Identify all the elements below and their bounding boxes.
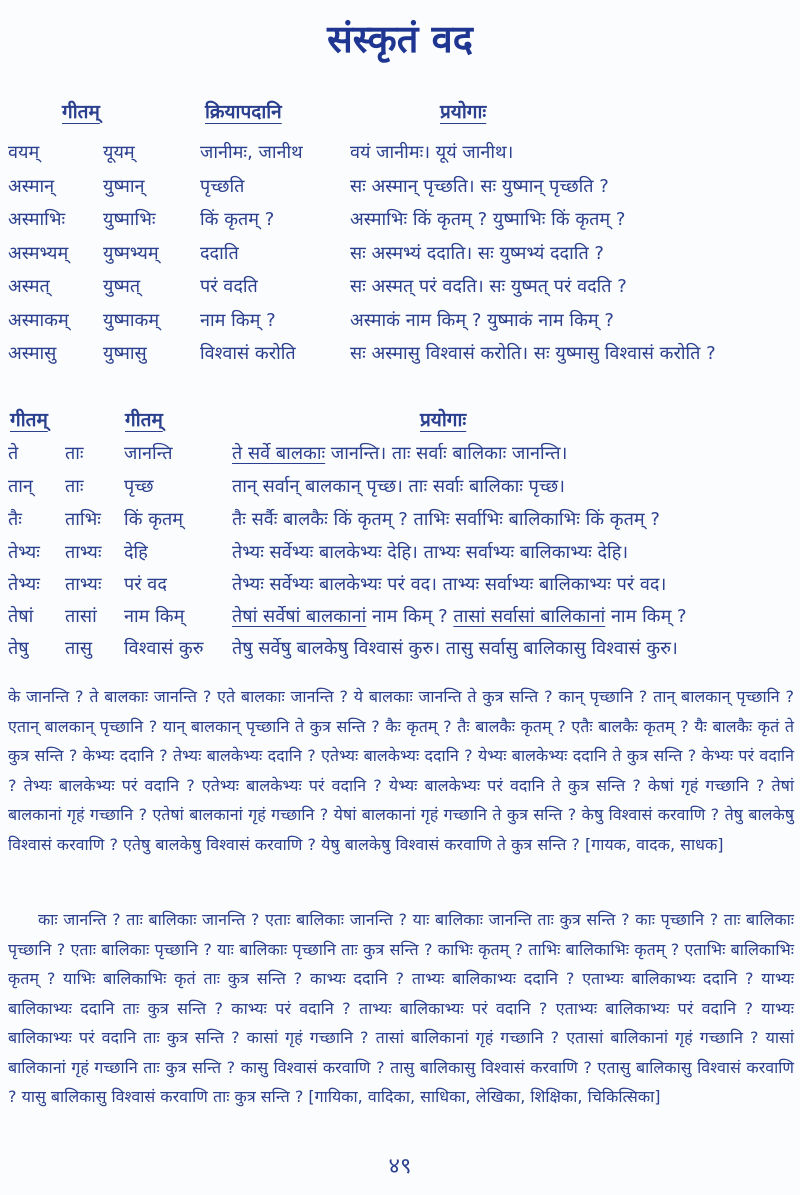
table1-header-kriyapadani: क्रियापदानि bbox=[205, 101, 282, 123]
page-number: ४९ bbox=[388, 1154, 412, 1179]
table1-row bbox=[0, 341, 800, 371]
table2-cell-masc: तेभ्यः bbox=[8, 574, 40, 595]
table2-cell-fem: तासां bbox=[65, 606, 97, 627]
practice-paragraph-feminine: काः जानन्ति ? ताः बालिकाः जानन्ति ? एताः बालिकाः जानन्ति ? याः बालिकाः जानन्ति ताः कुत्र सन्ति ? काः पृच्छानि ? ताः बालिकाः पृच्छानि ? एताः बालिकाः पृच्छानि ? याः बालिकाः पृच्छानि ताः कुत्र सन्ति ? काभिः कृतम् ? ताभिः बालिकाभिः कृतम् ? एताभिः बालिकाभिः कृतम् ? याभिः बालिकाभिः कृतं ताः कुत्र सन्ति ? काभ्यः ददानि ? ताभ्यः बालिकाभ्यः ददानि ? एताभ्यः बालिकाभ्यः ददानि ? याभ्यः बालिकाभ्यः ददानि ताः कुत्र सन्ति ? काभ्यः परं वदानि ? ताभ्यः बालिकाभ्यः परं वदानि ? एताभ्यः बालिकाभ्यः परं वदानि ? याभ्यः बालिकाभ्यः परं वदानि ताः कुत्र सन्ति ? कासां गृहं गच्छानि ? तासां बालिकानां गृहं गच्छानि ? एतासां बालिकानां गृहं गच्छानि ? यासां बालिकानां गृहं गच्छानि ताः कुत्र सन्ति ? कासु विश्वासं करवाणि ? तासु बालिकासु विश्वासं करवाणि ? एतासु बालिकासु विश्वासं करवाणि ? यासु बालिकासु विश्वासं करवाणि ताः कुत्र सन्ति ? [गायिका, वादिका, साधिका, लेखिका, शिक्षिका, चिकित्सिका] bbox=[8, 910, 794, 1106]
table2-cell-verb: जानन्ति bbox=[124, 443, 173, 464]
table1-cell-pronoun-you: युष्मासु bbox=[103, 343, 147, 364]
table1-cell-pronoun-we: अस्मत् bbox=[8, 276, 50, 297]
page-title: संस्कृतं वद bbox=[327, 17, 473, 61]
table1-cell-verb: किं कृतम् ? bbox=[200, 209, 275, 230]
table2-cell-verb: किं कृतम् bbox=[124, 509, 184, 530]
table2-row bbox=[0, 540, 800, 570]
table2-cell-verb: देहि bbox=[124, 542, 148, 563]
table1-row bbox=[0, 140, 800, 170]
table2-cell-usage: तेभ्यः सर्वेभ्यः बालकेभ्यः देहि। ताभ्यः सर्वाभ्यः बालिकाभ्यः देहि। bbox=[232, 542, 629, 563]
table2-cell-usage: तेभ्यः सर्वेभ्यः बालकेभ्यः परं वद। ताभ्यः सर्वाभ्यः बालिकाभ्यः परं वद। bbox=[232, 574, 667, 595]
table1-cell-pronoun-we: अस्माकम् bbox=[8, 310, 69, 331]
table2-row bbox=[0, 636, 800, 666]
table1-row bbox=[0, 274, 800, 304]
table2-row bbox=[0, 507, 800, 537]
table2-cell-usage: तैः सर्वैः बालकैः किं कृतम् ? ताभिः सर्वाभिः बालिकाभिः किं कृतम् ? bbox=[232, 509, 660, 530]
table2-header-geetam-masc: गीतम् bbox=[10, 409, 48, 431]
table2-cell-masc: तेषु bbox=[8, 638, 29, 659]
table1-cell-pronoun-you: युष्मत् bbox=[103, 276, 141, 297]
usage-underlined: ते सर्वे बालकाः bbox=[232, 443, 326, 464]
table2-cell-masc: तैः bbox=[8, 509, 22, 530]
table2-cell-fem: ताभ्यः bbox=[65, 574, 102, 595]
table2-cell-masc: तेषां bbox=[8, 606, 34, 627]
table1-cell-usage: सः अस्मभ्यं ददाति। सः युष्मभ्यं ददाति ? bbox=[350, 243, 604, 264]
table2-cell-verb: नाम किम् bbox=[124, 606, 185, 627]
table1-row bbox=[0, 241, 800, 271]
table2-cell-fem: ताभ्यः bbox=[65, 542, 102, 563]
table1-row bbox=[0, 308, 800, 338]
table2-cell-verb: परं वद bbox=[124, 574, 167, 595]
table1-cell-pronoun-you: युष्मान् bbox=[103, 176, 145, 197]
table1-row bbox=[0, 207, 800, 237]
table2-cell-verb: पृच्छ bbox=[124, 476, 154, 497]
table1-cell-verb: जानीमः, जानीथ bbox=[200, 142, 303, 163]
table1-cell-usage: वयं जानीमः। यूयं जानीथ। bbox=[350, 142, 514, 163]
table1-header-prayogah: प्रयोगाः bbox=[440, 101, 487, 123]
table2-cell-usage: तान् सर्वान् बालकान् पृच्छ। ताः सर्वाः बालिकाः पृच्छ। bbox=[232, 476, 565, 497]
table1-cell-pronoun-we: अस्मान् bbox=[8, 176, 55, 197]
table1-cell-pronoun-we: वयम् bbox=[8, 142, 40, 163]
table2-row bbox=[0, 474, 800, 504]
table2-row bbox=[0, 604, 800, 634]
table1-row bbox=[0, 174, 800, 204]
table1-header-geetam: गीतम् bbox=[62, 101, 100, 123]
table2-cell-usage bbox=[232, 604, 687, 628]
usage-text: नाम किम् ? bbox=[605, 606, 687, 627]
table2-header-prayogah: प्रयोगाः bbox=[420, 409, 467, 431]
usage-underlined: तासां सर्वासां बालिकानां bbox=[453, 606, 606, 627]
table2-cell-masc: ते bbox=[8, 443, 19, 464]
table1-cell-usage: सः अस्मान् पृच्छति। सः युष्मान् पृच्छति ? bbox=[350, 176, 609, 197]
table2-row bbox=[0, 441, 800, 471]
table1-cell-pronoun-you: युष्माभिः bbox=[103, 209, 156, 230]
table2-cell-masc: तान् bbox=[8, 476, 33, 497]
table1-cell-verb: नाम किम् ? bbox=[200, 310, 276, 331]
table1-cell-verb: परं वदति bbox=[200, 276, 258, 297]
table2-cell-usage: तेषु सर्वेषु बालकेषु विश्वासं कुरु। तासु सर्वासु बालिकासु विश्वासं कुरु। bbox=[232, 638, 678, 659]
table2-cell-fem: तासु bbox=[65, 638, 93, 659]
usage-text: जानन्ति। ताः सर्वाः बालिकाः जानन्ति। bbox=[325, 443, 568, 464]
table2-cell-fem: ताः bbox=[65, 476, 84, 497]
table2-row bbox=[0, 572, 800, 602]
table1-cell-pronoun-we: अस्मासु bbox=[8, 343, 57, 364]
table1-cell-usage: सः अस्मत् परं वदति। सः युष्मत् परं वदति ? bbox=[350, 276, 627, 297]
usage-text: नाम किम् ? bbox=[366, 606, 454, 627]
table1-cell-usage: अस्माकं नाम किम् ? युष्माकं नाम किम् ? bbox=[350, 310, 614, 331]
table1-cell-usage: अस्माभिः किं कृतम् ? युष्माभिः किं कृतम् ? bbox=[350, 209, 626, 230]
table1-cell-verb: विश्वासं करोति bbox=[200, 343, 296, 364]
table2-cell-fem: ताः bbox=[65, 443, 84, 464]
practice-paragraph-masculine: के जानन्ति ? ते बालकाः जानन्ति ? एते बालकाः जानन्ति ? ये बालकाः जानन्ति ते कुत्र सन्ति ? कान् पृच्छानि ? तान् बालकान् पृच्छानि ? एतान् बालकान् पृच्छानि ? यान् बालकान् पृच्छानि ते कुत्र सन्ति ? कैः कृतम् ? तैः बालकैः कृतम् ? एतैः बालकैः कृतम् ? यैः बालकैः कृतं ते कुत्र सन्ति ? केभ्यः ददानि ? तेभ्यः बालकेभ्यः ददानि ? एतेभ्यः बालकेभ्यः ददानि ? येभ्यः बालकेभ्यः ददानि ते कुत्र सन्ति ? केभ्यः परं वदानि ? तेभ्यः बालकेभ्यः परं वदानि ? एतेभ्यः बालकेभ्यः परं वदानि ? येभ्यः बालकेभ्यः परं वदानि ते कुत्र सन्ति ? केषां गृहं गच्छानि ? तेषां बालकानां गृहं गच्छानि ? एतेषां बालकानां गृहं गच्छानि ? येषां बालकानां गृहं गच्छानि ते कुत्र सन्ति ? केषु विश्वासं करवाणि ? तेषु बालकेषु विश्वासं करवाणि ? एतेषु बालकेषु विश्वासं करवाणि ? येषु बालकेषु विश्वासं करवाणि ते कुत्र सन्ति ? [गायक, वादक, साधक] bbox=[8, 687, 794, 854]
table1-cell-pronoun-we: अस्मभ्यम् bbox=[8, 243, 69, 264]
table2-cell-usage bbox=[232, 441, 567, 465]
table1-cell-pronoun-you: यूयम् bbox=[103, 142, 135, 163]
table2-cell-fem: ताभिः bbox=[65, 509, 101, 530]
table1-cell-pronoun-we: अस्माभिः bbox=[8, 209, 66, 230]
table1-cell-pronoun-you: युष्माकम् bbox=[103, 310, 160, 331]
table2-cell-masc: तेभ्यः bbox=[8, 542, 40, 563]
table1-cell-verb: पृच्छति bbox=[200, 176, 245, 197]
table1-cell-pronoun-you: युष्मभ्यम् bbox=[103, 243, 159, 264]
table2-cell-verb: विश्वासं कुरु bbox=[124, 638, 204, 659]
usage-underlined: तेषां सर्वेषां बालकानां bbox=[232, 606, 367, 627]
table2-header-geetam-fem: गीतम् bbox=[125, 409, 163, 431]
table1-cell-usage: सः अस्मासु विश्वासं करोति। सः युष्मासु विश्वासं करोति ? bbox=[350, 343, 716, 364]
table1-cell-verb: ददाति bbox=[200, 243, 239, 264]
